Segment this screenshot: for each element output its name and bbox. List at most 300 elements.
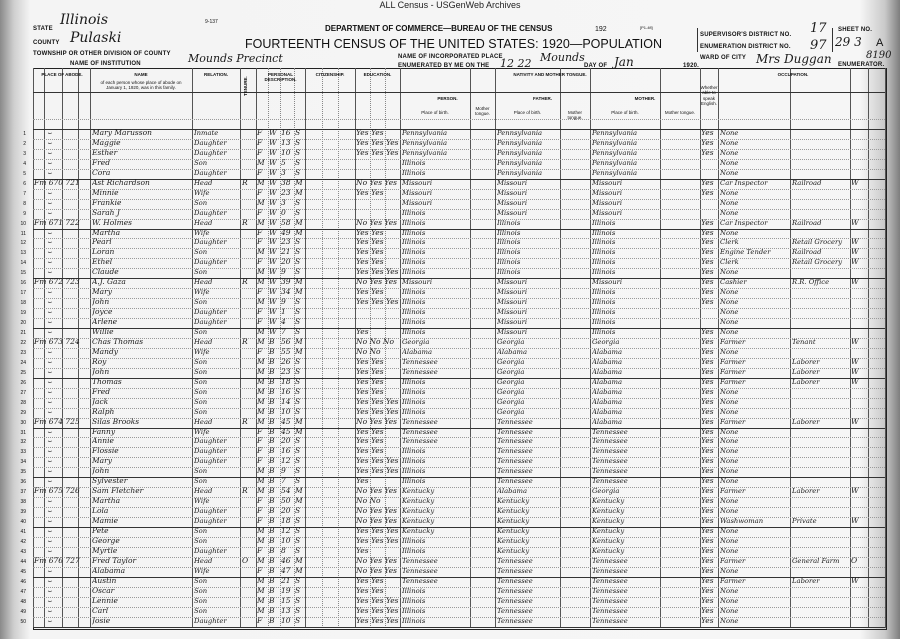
sex: M [257, 336, 265, 346]
speaks-english: Yes [701, 336, 714, 346]
sex: F [257, 436, 263, 446]
check-mark-icon: ⌣ [47, 346, 52, 356]
check-mark-icon: ⌣ [47, 137, 52, 147]
check-mark-icon: ⌣ [47, 565, 52, 575]
age: 46 [281, 555, 291, 565]
father-birthplace: Tennessee [497, 576, 533, 585]
person-name: George [92, 535, 120, 545]
race: W [269, 287, 277, 297]
sex: M [257, 526, 265, 535]
mother-birthplace: Missouri [592, 198, 623, 207]
name-subheader: of each person whose place of abode on January 1, 1920, was in this family. [100, 80, 182, 91]
occupation: None [720, 208, 739, 217]
father-birthplace: Tennessee [497, 566, 533, 575]
age: 15 [281, 595, 291, 605]
speaks-english: Yes [701, 565, 714, 575]
relation: Son [194, 576, 208, 585]
education: Yes Yes [356, 585, 384, 595]
sex: M [257, 476, 265, 486]
father-birthplace: Missouri [497, 208, 528, 217]
line-number: 17 [20, 290, 26, 297]
birthplace: Illinois [402, 208, 426, 217]
check-mark-icon: ⌣ [47, 436, 52, 446]
line-number: 22 [20, 339, 26, 346]
abode-header: PLACE OF ABODE. [41, 72, 83, 77]
marital-status: S [295, 327, 301, 336]
mother-birthplace: Kentucky [592, 497, 625, 506]
enumerator-label: ENUMERATOR. [838, 62, 885, 68]
father-birthplace: Tennessee [497, 437, 533, 446]
marital-status: M [295, 336, 303, 346]
occupation: None [720, 477, 739, 486]
sex: M [257, 217, 265, 227]
age: 8 [281, 545, 286, 555]
marital-status: M [295, 346, 303, 356]
person-name: Mamie [92, 516, 119, 526]
father-birthplace: Tennessee [497, 457, 533, 466]
line-number: 23 [20, 349, 26, 356]
father-birthplace: Kentucky [497, 497, 530, 506]
speaks-english: Yes [701, 277, 714, 287]
check-mark-icon: ⌣ [47, 147, 52, 157]
education: Yes Yes [356, 237, 384, 247]
relation: Wife [194, 566, 210, 575]
occupation: None [720, 198, 739, 207]
speaks-english: Yes [701, 575, 714, 585]
race: W [269, 247, 277, 257]
check-mark-icon: ⌣ [47, 237, 52, 247]
line-number: 39 [20, 509, 26, 516]
check-mark-icon: ⌣ [47, 526, 52, 535]
speaks-english: Yes [701, 585, 714, 595]
marital-status: S [295, 167, 301, 177]
check-mark-icon: ⌣ [47, 595, 52, 605]
class-of-worker: W [851, 247, 859, 257]
mother-birthplace: Missouri [592, 188, 623, 197]
sex: F [257, 128, 263, 137]
mother-birthplace: Illinois [592, 288, 616, 297]
mother-birthplace: Tennessee [592, 477, 628, 486]
race: W [269, 327, 277, 336]
person-name: Mandy [92, 346, 119, 356]
mother-birthplace: Tennessee [592, 556, 628, 565]
race: W [269, 237, 277, 247]
check-mark-icon: ⌣ [47, 496, 52, 506]
relation: Inmate [194, 129, 219, 137]
mother-birthplace: Missouri [592, 278, 623, 287]
person-name: Minnie [92, 187, 119, 197]
education: Yes Yes Yes [356, 535, 399, 545]
line-number: 37 [20, 489, 26, 496]
line-number: 32 [20, 439, 26, 446]
person-name: Fred [92, 157, 111, 167]
industry: Retail Grocery [792, 258, 843, 267]
mother-birthplace: Pennsylvania [592, 138, 638, 147]
mother-birthplace: Pennsylvania [592, 148, 638, 157]
occupation: Farmer [720, 377, 746, 386]
birthplace: Illinois [402, 238, 426, 247]
birthplace: Illinois [402, 328, 426, 336]
race: B [269, 506, 275, 516]
marital-status: S [295, 197, 301, 207]
race: B [269, 436, 275, 446]
mother-birthplace: Tennessee [592, 606, 628, 615]
year-label: 1920. [683, 63, 700, 69]
education: No Yes Yes [356, 516, 398, 526]
sex: F [257, 147, 263, 157]
sex: M [257, 416, 265, 426]
birthplace: Tennessee [402, 357, 438, 366]
race: W [269, 147, 277, 157]
marital-status: M [295, 426, 303, 436]
month-value: Jan [614, 55, 634, 69]
speaks-english: Yes [701, 327, 714, 336]
education: No Yes Yes [356, 277, 398, 287]
line-number: 19 [20, 310, 26, 317]
speaks-english: Yes [701, 217, 714, 227]
marital-status: S [295, 137, 301, 147]
speaks-english: Yes [701, 386, 714, 396]
dwelling-number: Fm 675 726 [34, 486, 80, 496]
speaks-english: Yes [701, 287, 714, 297]
speaks-english: Yes [701, 496, 714, 506]
industry: General Farm [792, 556, 840, 565]
speaks-english: Yes [701, 545, 714, 555]
person-name: Mary [92, 287, 112, 297]
check-mark-icon: ⌣ [47, 535, 52, 545]
race: B [269, 336, 275, 346]
marital-status: M [295, 277, 303, 287]
birthplace: Illinois [402, 457, 426, 466]
race: W [269, 227, 277, 237]
education: Yes Yes Yes [356, 605, 399, 615]
marital-status: S [295, 605, 301, 615]
education: No No [356, 496, 381, 506]
speaks-english: Yes [701, 466, 714, 476]
father-birthplace: Pennsylvania [497, 168, 543, 177]
relation-header: RELATION. [204, 72, 228, 77]
birthplace: Illinois [402, 477, 426, 486]
check-mark-icon: ⌣ [47, 327, 52, 336]
mother-birthplace: Illinois [592, 238, 616, 247]
relation: Son [194, 198, 208, 207]
mother-birthplace: Illinois [592, 308, 616, 317]
relation: Daughter [194, 437, 227, 446]
age: 14 [281, 396, 291, 406]
sex: F [257, 237, 263, 247]
day-of-label: DAY OF [584, 63, 608, 69]
race: B [269, 575, 275, 585]
watermark: ALL Census - USGenWeb Archives [379, 0, 521, 10]
nativity-header: NATIVITY AND MOTHER TONGUE. [513, 72, 587, 77]
check-mark-icon: ⌣ [47, 167, 52, 177]
occupation: None [720, 129, 739, 137]
line-number: 3 [23, 150, 26, 157]
birthplace: Tennessee [402, 417, 438, 426]
line-number: 40 [20, 519, 26, 526]
birthplace: Kentucky [402, 497, 435, 506]
speaks-english: Yes [701, 177, 714, 187]
race: W [269, 137, 277, 147]
mother-birthplace: Illinois [592, 298, 616, 307]
age: 20 [281, 506, 291, 516]
sex: F [257, 496, 263, 506]
education: Yes Yes [356, 436, 384, 446]
father-birthplace: Georgia [497, 397, 525, 406]
birthplace: Illinois [402, 228, 426, 237]
institution-label: NAME OF INSTITUTION [70, 61, 141, 67]
father-birthplace: Kentucky [497, 507, 530, 516]
age: 55 [281, 346, 291, 356]
line-number: 49 [20, 608, 26, 615]
industry: Railroad [792, 248, 822, 257]
sex: F [257, 615, 263, 625]
check-mark-icon: ⌣ [47, 615, 52, 625]
education: No Yes Yes [356, 565, 398, 575]
marital-status: S [295, 476, 301, 486]
occupation: None [720, 228, 739, 237]
line-number: 16 [20, 280, 26, 287]
person-name: Chas Thomas [92, 336, 144, 346]
industry: Railroad [792, 178, 822, 187]
mother-birthplace: Tennessee [592, 467, 628, 476]
mother-birthplace: Tennessee [592, 576, 628, 585]
mother-birthplace: Alabama [592, 357, 623, 366]
check-mark-icon: ⌣ [47, 476, 52, 486]
line-number: 11 [20, 230, 26, 237]
birthplace: Illinois [402, 377, 426, 386]
line-number: 18 [20, 300, 26, 307]
education: No Yes Yes [356, 177, 398, 187]
father-birthplace: Pennsylvania [497, 158, 543, 167]
age: 54 [281, 486, 291, 496]
birthplace: Georgia [402, 337, 430, 346]
relation: Son [194, 248, 208, 257]
birthplace: Illinois [402, 387, 426, 396]
marital-status: M [295, 177, 303, 187]
education: No Yes Yes [356, 217, 398, 227]
marital-status: S [295, 615, 301, 625]
age: 26 [281, 356, 291, 366]
education: Yes Yes [356, 366, 384, 376]
mother-birthplace: Pennsylvania [592, 158, 638, 167]
industry: Retail Grocery [792, 238, 843, 247]
relation: Son [194, 377, 208, 386]
relation: Daughter [194, 238, 227, 247]
class-of-worker: W [851, 257, 859, 267]
marital-status: S [295, 297, 301, 307]
birthplace: Missouri [402, 188, 433, 197]
occupation: Clerk [720, 258, 739, 267]
sex: M [257, 396, 265, 406]
dwelling-number: Fm 671 722 [34, 217, 80, 227]
education: Yes Yes [356, 187, 384, 197]
occupation: None [720, 347, 739, 356]
relation: Head [194, 417, 213, 426]
mother-birthplace: Alabama [592, 347, 623, 356]
race: W [269, 128, 277, 137]
person-name: Fred [92, 386, 111, 396]
age: 34 [281, 287, 291, 297]
relation: Daughter [194, 318, 227, 327]
marital-status: M [295, 496, 303, 506]
education: Yes Yes Yes [356, 147, 399, 157]
relation: Son [194, 397, 208, 406]
speaks-english: Yes [701, 267, 714, 277]
speaks-english: Yes [701, 128, 714, 137]
name-header: NAME [134, 72, 148, 77]
occupation: None [720, 318, 739, 327]
county-value: Pulaski [70, 30, 122, 46]
age: 5 [281, 157, 286, 167]
check-mark-icon: ⌣ [47, 356, 52, 366]
check-mark-icon: ⌣ [47, 446, 52, 456]
person-name: Lennie [92, 595, 118, 605]
class-of-worker: W [851, 177, 859, 187]
person-name: Josie [92, 615, 111, 625]
sex: F [257, 287, 263, 297]
marital-status: S [295, 386, 301, 396]
tenure: O [242, 555, 249, 565]
mother-birthplace: Tennessee [592, 437, 628, 446]
sex: F [257, 317, 263, 327]
age: 39 [281, 277, 291, 287]
line-number: 7 [23, 190, 26, 197]
person-tongue-header: Mother tongue. [474, 106, 490, 117]
marital-status: S [295, 257, 301, 267]
occupation: Farmer [720, 337, 746, 346]
ward-label: WARD OF CITY [700, 55, 747, 61]
check-mark-icon: ⌣ [47, 207, 52, 217]
birthplace: Pennsylvania [402, 129, 448, 137]
relation: Son [194, 477, 208, 486]
line-number: 43 [20, 548, 26, 555]
occupation: None [720, 616, 739, 625]
education: Yes Yes Yes [356, 615, 399, 625]
father-birthplace: Missouri [497, 198, 528, 207]
marital-status: M [295, 187, 303, 197]
tenure: R [242, 277, 248, 287]
speaks-english: Yes [701, 346, 714, 356]
marital-status: S [295, 366, 301, 376]
age: 20 [281, 257, 291, 267]
age: 23 [281, 237, 291, 247]
class-of-worker: W [851, 416, 859, 426]
state-label: STATE [33, 26, 53, 32]
speaks-english: Yes [701, 516, 714, 526]
mother-birthplace: Kentucky [592, 507, 625, 516]
industry: Private [792, 517, 817, 526]
check-mark-icon: ⌣ [47, 466, 52, 476]
mother-birthplace: Tennessee [592, 457, 628, 466]
race: B [269, 526, 275, 535]
father-birthplace: Illinois [497, 258, 521, 267]
birthplace: Missouri [402, 198, 433, 207]
age: 0 [281, 207, 286, 217]
occupation: None [720, 387, 739, 396]
father-birthplace: Tennessee [497, 417, 533, 426]
person-name: A.J. Gaza [92, 277, 126, 287]
father-birthplace: Tennessee [497, 447, 533, 456]
enumerated-day: 12 22 [500, 57, 532, 70]
father-birthplace: Tennessee [497, 606, 533, 615]
education: No Yes Yes [356, 486, 398, 496]
class-of-worker: W [851, 237, 859, 247]
stamp-number: 8190 [866, 50, 892, 61]
form-number: 9-137 [205, 19, 218, 25]
father-birthplace: Georgia [497, 377, 525, 386]
father-birthplace: Kentucky [497, 536, 530, 545]
age: 23 [281, 366, 291, 376]
education: No No [356, 346, 381, 356]
age: 20 [281, 436, 291, 446]
mother-tongue-header: Mother tongue. [664, 110, 696, 115]
sex: M [257, 605, 265, 615]
race: B [269, 416, 275, 426]
sex: F [257, 426, 263, 436]
birthplace: Tennessee [402, 566, 438, 575]
marital-status: S [295, 436, 301, 446]
race: B [269, 555, 275, 565]
citizenship-header: CITIZENSHIP. [315, 72, 345, 77]
check-mark-icon: ⌣ [47, 545, 52, 555]
relation: Son [194, 268, 208, 277]
education: Yes Yes Yes [356, 406, 399, 416]
check-mark-icon: ⌣ [47, 396, 52, 406]
line-number: 12 [20, 240, 26, 247]
occupation: None [720, 497, 739, 506]
person-name: Oscar [92, 585, 115, 595]
father-birthplace: Tennessee [497, 427, 533, 436]
tenure-header: TENURE. [243, 76, 248, 96]
relation: Son [194, 527, 208, 535]
sex: F [257, 137, 263, 147]
father-birthplace: Kentucky [497, 546, 530, 555]
industry: Railroad [792, 218, 822, 227]
occupation: Farmer [720, 487, 746, 496]
sheet-label: SHEET NO. [838, 27, 873, 33]
check-mark-icon: ⌣ [47, 575, 52, 585]
relation: Daughter [194, 208, 227, 217]
person-name: Silas Brooks [92, 416, 140, 426]
sex: M [257, 277, 265, 287]
father-birthplace: Georgia [497, 387, 525, 396]
incorporated-place-value: Mounds [540, 51, 585, 64]
mother-birthplace: Missouri [592, 178, 623, 187]
line-number: 50 [20, 618, 26, 625]
race: B [269, 585, 275, 595]
marital-status: S [295, 585, 301, 595]
occupation: None [720, 606, 739, 615]
enumerated-label: ENUMERATED BY ME ON THE [398, 63, 490, 69]
relation: Son [194, 586, 208, 595]
sheet-number: 29 3 [835, 35, 862, 49]
marital-status: S [295, 446, 301, 456]
marital-status: S [295, 545, 301, 555]
person-name: Austin [92, 575, 117, 585]
race: B [269, 386, 275, 396]
mother-birthplace: Tennessee [592, 616, 628, 625]
father-birthplace: Tennessee [497, 616, 533, 625]
class-of-worker: W [851, 486, 859, 496]
sex: M [257, 595, 265, 605]
line-number: 28 [20, 399, 26, 406]
line-number: 13 [20, 250, 26, 257]
marital-status: S [295, 207, 301, 217]
speaks-english: Yes [701, 247, 714, 257]
mother-header: MOTHER. [634, 96, 656, 101]
enumeration-district-value: 97 [810, 38, 827, 53]
